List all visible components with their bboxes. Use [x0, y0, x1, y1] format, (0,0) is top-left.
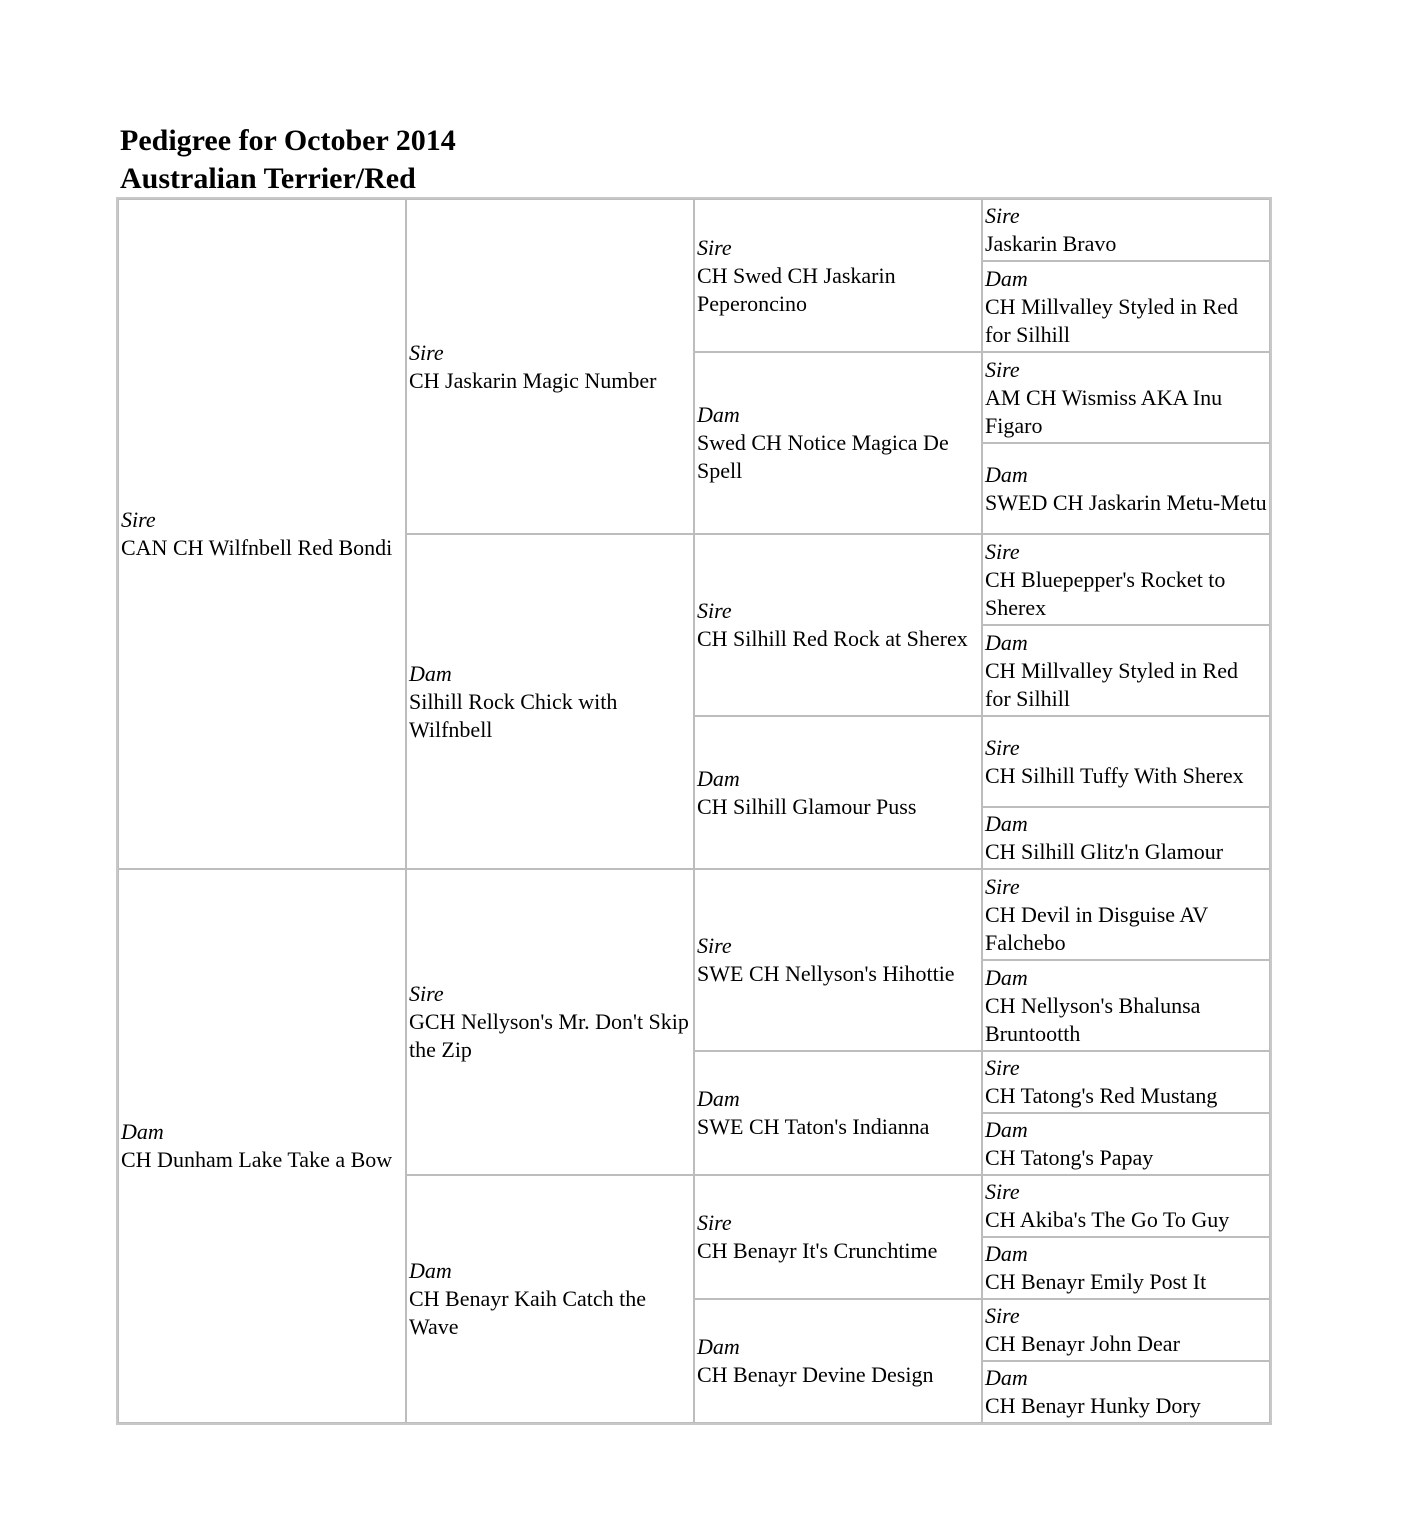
pedigree-cell-sire-sire-sire	[694, 199, 982, 352]
pedigree-cell-gen4	[982, 625, 1270, 716]
pedigree-cell-gen4	[982, 960, 1270, 1051]
pedigree-cell-dam-sire-dam	[694, 1051, 982, 1175]
pedigree-cell-sire	[118, 199, 406, 869]
page-subtitle: Australian Terrier/Red	[120, 162, 416, 195]
role-label: Dam	[697, 1334, 740, 1359]
dog-name: CH Tatong's Red Mustang	[985, 1083, 1218, 1108]
role-label: Dam	[985, 1117, 1028, 1142]
pedigree-cell-gen4	[982, 869, 1270, 960]
role-label: Sire	[985, 873, 1020, 899]
pedigree-cell-gen4	[982, 1361, 1270, 1423]
dog-name: CH Nellyson's Bhalunsa Bruntootth	[985, 992, 1201, 1046]
dog-name: SWED CH Jaskarin Metu-Metu	[985, 489, 1267, 515]
role-label: Dam	[985, 964, 1028, 990]
role-label: Sire	[985, 1179, 1020, 1204]
role-label: Sire	[409, 981, 444, 1006]
dog-name: CH Bluepepper's Rocket to Sherex	[985, 566, 1226, 620]
pedigree-cell-gen4	[982, 1113, 1270, 1175]
role-label: Dam	[409, 660, 452, 686]
role-label: Dam	[985, 265, 1028, 291]
role-label: Sire	[409, 339, 444, 365]
role-label: Sire	[985, 356, 1020, 382]
dog-name: AM CH Wismiss AKA Inu Figaro	[985, 384, 1223, 438]
pedigree-cell-gen4	[982, 716, 1270, 807]
pedigree-cell-gen4	[982, 352, 1270, 443]
role-label: Sire	[985, 734, 1020, 760]
role-label: Sire	[697, 598, 732, 623]
dog-name: CH Millvalley Styled in Red for Silhill	[985, 293, 1238, 347]
role-label: Sire	[985, 538, 1020, 564]
pedigree-cell-gen4	[982, 1299, 1270, 1361]
pedigree-cell-gen4	[982, 443, 1270, 534]
dog-name: CAN CH Wilfnbell Red Bondi	[121, 535, 393, 560]
pedigree-cell-sire-sire	[406, 199, 694, 534]
document-header	[120, 122, 456, 198]
dog-name: CH Benayr Kaih Catch the Wave	[409, 1286, 647, 1339]
dog-name: CH Benayr Devine Design	[697, 1362, 934, 1387]
dog-name: CH Tatong's Papay	[985, 1145, 1154, 1170]
dog-name: CH Jaskarin Magic Number	[409, 367, 657, 393]
dog-name: SWE CH Nellyson's Hihottie	[697, 961, 955, 986]
dog-name: GCH Nellyson's Mr. Don't Skip the Zip	[409, 1009, 689, 1062]
role-label: Dam	[985, 1365, 1028, 1390]
dog-name: CH Benayr Emily Post It	[985, 1269, 1207, 1294]
dog-name: Silhill Rock Chick with Wilfnbell	[409, 688, 618, 742]
pedigree-cell-gen4	[982, 1051, 1270, 1113]
role-label: Sire	[985, 1055, 1020, 1080]
dog-name: CH Silhill Tuffy With Sherex	[985, 762, 1244, 788]
dog-name: CH Silhill Glamour Puss	[697, 793, 917, 819]
pedigree-cell-sire-sire-dam	[694, 352, 982, 534]
pedigree-table	[116, 197, 1272, 1425]
pedigree-cell-gen4	[982, 199, 1270, 261]
role-label: Sire	[697, 1210, 732, 1235]
role-label: Sire	[697, 234, 732, 260]
role-label: Dam	[697, 765, 740, 791]
dog-name: CH Silhill Red Rock at Sherex	[697, 626, 968, 651]
role-label: Dam	[697, 402, 740, 427]
role-label: Dam	[121, 1119, 164, 1144]
dog-name: CH Akiba's The Go To Guy	[985, 1207, 1230, 1232]
pedigree-cell-dam-dam	[406, 1175, 694, 1423]
pedigree-cell-dam-sire	[406, 869, 694, 1175]
role-label: Sire	[985, 203, 1020, 228]
role-label: Dam	[985, 811, 1028, 836]
pedigree-cell-gen4	[982, 261, 1270, 352]
pedigree-cell-sire-dam-sire	[694, 534, 982, 716]
pedigree-cell-gen4	[982, 807, 1270, 869]
dog-name: Jaskarin Bravo	[985, 231, 1117, 256]
pedigree-cell-dam-dam-sire	[694, 1175, 982, 1299]
role-label: Dam	[409, 1258, 452, 1283]
pedigree-cell-dam	[118, 869, 406, 1423]
dog-name: CH Benayr John Dear	[985, 1331, 1180, 1356]
dog-name: CH Millvalley Styled in Red for Silhill	[985, 657, 1238, 711]
role-label: Sire	[121, 507, 156, 532]
role-label: Dam	[697, 1086, 740, 1111]
dog-name: CH Silhill Glitz'n Glamour	[985, 839, 1224, 864]
pedigree-cell-sire-dam	[406, 534, 694, 869]
pedigree-cell-gen4	[982, 534, 1270, 625]
pedigree-cell-gen4	[982, 1175, 1270, 1237]
role-label: Dam	[985, 629, 1028, 655]
pedigree-cell-gen4	[982, 1237, 1270, 1299]
dog-name: Swed CH Notice Magica De Spell	[697, 430, 949, 483]
role-label: Sire	[697, 933, 732, 958]
pedigree-cell-dam-dam-dam	[694, 1299, 982, 1423]
dog-name: CH Benayr Hunky Dory	[985, 1393, 1201, 1418]
dog-name: CH Devil in Disguise AV Falchebo	[985, 901, 1208, 955]
dog-name: CH Benayr It's Crunchtime	[697, 1238, 938, 1263]
role-label: Dam	[985, 461, 1028, 487]
role-label: Dam	[985, 1241, 1028, 1266]
pedigree-cell-sire-dam-dam	[694, 716, 982, 869]
page-title: Pedigree for October 2014	[120, 124, 456, 157]
dog-name: CH Dunham Lake Take a Bow	[121, 1147, 393, 1172]
pedigree-cell-dam-sire-sire	[694, 869, 982, 1051]
role-label: Sire	[985, 1303, 1020, 1328]
dog-name: CH Swed CH Jaskarin Peperoncino	[697, 262, 896, 316]
dog-name: SWE CH Taton's Indianna	[697, 1114, 930, 1139]
